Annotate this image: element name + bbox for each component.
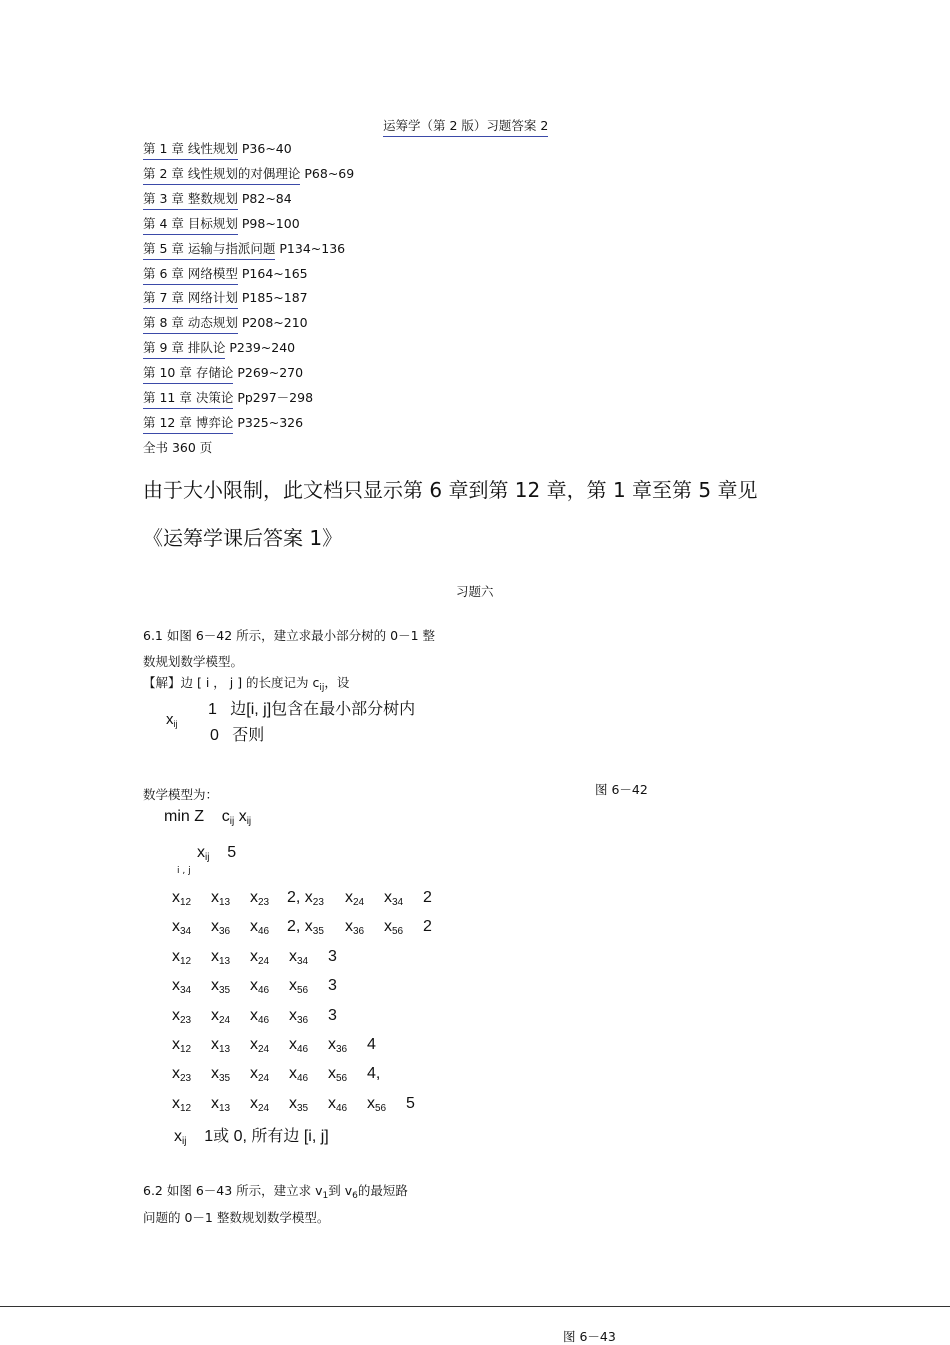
constraint-term: $x_{35}$ xyxy=(289,1094,309,1114)
constraint-term: $x_{35}$ xyxy=(211,1065,231,1085)
constraint-term: $x_{24}$ xyxy=(211,1006,231,1026)
toc-item[interactable] xyxy=(143,388,313,409)
constraint-term: $x_{34}$ xyxy=(289,947,309,967)
toc-item-label[interactable]: 第 10 章 存储论 xyxy=(143,363,233,384)
toc-item[interactable] xyxy=(143,413,303,434)
constraint-term: $x_{35}$ xyxy=(211,977,231,997)
q62-line-2: 问题的 0－1 整数规划数学模型。 xyxy=(143,1210,330,1225)
constraint-rhs: 2 xyxy=(423,918,432,936)
toc-item-pages: P164~165 xyxy=(241,265,308,281)
constraint-term: $x_{36}$ xyxy=(345,918,365,938)
constraint-rhs: 5 xyxy=(406,1094,415,1112)
sum-index: i , j xyxy=(177,866,191,876)
toc-item[interactable] xyxy=(143,139,292,160)
case-one: 1 边[i, j]包含在最小部分树内 xyxy=(208,701,416,718)
toc-item-pages: P185~187 xyxy=(241,290,308,306)
toc-item-pages: P82~84 xyxy=(241,190,292,206)
toc-item-pages: P68~69 xyxy=(304,165,355,181)
constraint-term: $x_{56}$ xyxy=(328,1065,348,1085)
constraint-term: $x_{34}$ xyxy=(172,977,192,997)
toc-item[interactable] xyxy=(143,363,303,384)
constraint-term: $x_{24}$ xyxy=(250,1094,270,1114)
constraint-term: $x_{24}$ xyxy=(345,889,365,908)
constraint-rhs: 4, xyxy=(367,1065,381,1083)
constraint-term: $x_{24}$ xyxy=(250,1036,270,1055)
toc-item-label[interactable]: 第 7 章 网络计划 xyxy=(143,288,238,309)
binary-constraint: $x_{ij}$ 1或 0, 所有边 [i, j] xyxy=(174,1128,329,1147)
toc-item-label[interactable]: 第 11 章 决策论 xyxy=(143,388,233,409)
constraint-mid: 2, $x_{35}$ xyxy=(287,918,324,938)
objective-function: min Z $c_{ij}$ $x_{ij}$ xyxy=(164,808,252,827)
toc-item[interactable] xyxy=(143,189,292,210)
constraint-term: $x_{56}$ xyxy=(289,977,309,997)
constraint-term: $x_{46}$ xyxy=(250,977,270,997)
constraint-rhs: 3 xyxy=(328,947,337,965)
toc-item-label[interactable]: 第 5 章 运输与指派问题 xyxy=(143,239,275,260)
page-header: 运筹学（第 2 版）习题答案 2 xyxy=(383,116,548,137)
toc-item-pages: P36~40 xyxy=(241,141,292,156)
constraint-term: $x_{34}$ xyxy=(172,918,192,938)
constraint-term: $x_{56}$ xyxy=(367,1094,387,1114)
xij-variable: $x_{ij}$ xyxy=(166,711,178,729)
case-zero: 0 否则 xyxy=(210,727,265,744)
toc-item-label[interactable]: 第 6 章 网络模型 xyxy=(143,264,238,285)
constraint-term: $x_{46}$ xyxy=(250,1006,270,1026)
toc-item[interactable] xyxy=(143,313,308,334)
toc-item-label[interactable]: 第 2 章 线性规划的对偶理论 xyxy=(143,164,300,185)
toc-item-pages: P239~240 xyxy=(229,340,296,356)
toc-item-pages: P208~210 xyxy=(241,315,308,331)
constraint-rhs: 4 xyxy=(367,1036,376,1053)
constraint-term: $x_{34}$ xyxy=(384,889,404,908)
toc-item-pages: P98~100 xyxy=(241,215,300,231)
toc-item-label[interactable]: 第 9 章 排队论 xyxy=(143,338,225,359)
toc-item[interactable] xyxy=(143,239,345,260)
constraint-term: $x_{23}$ xyxy=(172,1065,192,1085)
constraint-term: $x_{13}$ xyxy=(211,1094,231,1114)
figure-6-42-label: 图 6－42 xyxy=(595,782,648,797)
toc-item[interactable] xyxy=(143,214,300,235)
q61-line-2: 数规划数学模型。 xyxy=(143,654,244,669)
constraint-rhs: 2 xyxy=(423,889,432,906)
constraint-term: $x_{24}$ xyxy=(250,947,270,967)
toc-item[interactable] xyxy=(143,338,295,359)
constraint-term: $x_{24}$ xyxy=(250,1065,270,1085)
toc-item[interactable] xyxy=(143,264,308,285)
constraint-term: $x_{23}$ xyxy=(250,889,270,908)
section-title: 习题六 xyxy=(456,584,494,599)
figure-6-43-label: 图 6－43 xyxy=(563,1329,616,1344)
total-pages: 全书 360 页 xyxy=(143,440,213,455)
constraint-term: $x_{12}$ xyxy=(172,889,192,908)
toc-item[interactable] xyxy=(143,288,308,309)
toc-item[interactable] xyxy=(143,164,354,185)
constraint-term: $x_{46}$ xyxy=(328,1094,348,1114)
q61-line-1: 6.1 如图 6－42 所示，建立求最小部分树的 0－1 整 xyxy=(143,628,436,643)
constraint-term: $x_{36}$ xyxy=(328,1036,348,1055)
constraint-term: $x_{46}$ xyxy=(289,1036,309,1055)
constraint-term: $x_{46}$ xyxy=(250,918,270,938)
toc-item-pages: P269~270 xyxy=(237,365,304,381)
constraint-term: $x_{13}$ xyxy=(211,889,231,908)
constraint-mid: 2, $x_{23}$ xyxy=(287,889,324,908)
toc-item-label[interactable]: 第 3 章 整数规划 xyxy=(143,189,238,210)
q61-solution: 【解】边 [ i ， j ] 的长度记为 $c_{ij}$，设 xyxy=(143,675,350,693)
constraint-term: $x_{12}$ xyxy=(172,1036,192,1055)
constraint-term: $x_{12}$ xyxy=(172,947,192,967)
constraint-term: $x_{12}$ xyxy=(172,1094,192,1114)
constraint-rhs: 3 xyxy=(328,977,337,995)
notice-line-1: 由于大小限制，此文档只显示第 6 章到第 12 章，第 1 章至第 5 章见 xyxy=(143,478,758,502)
toc-item-pages: P325~326 xyxy=(237,414,304,430)
toc-item-pages: P134~136 xyxy=(279,240,346,256)
toc-item-label[interactable]: 第 1 章 线性规划 xyxy=(143,139,238,160)
toc-item-label[interactable]: 第 12 章 博弈论 xyxy=(143,413,233,434)
notice-line-2: 《运筹学课后答案 1》 xyxy=(143,526,343,550)
sum-constraint: $x_{ij}$ 5 xyxy=(197,844,237,863)
constraint-term: $x_{13}$ xyxy=(211,947,231,967)
toc-item-label[interactable]: 第 8 章 动态规划 xyxy=(143,313,238,334)
constraint-term: $x_{23}$ xyxy=(172,1006,192,1026)
constraint-rhs: 3 xyxy=(328,1006,337,1024)
constraint-term: $x_{56}$ xyxy=(384,918,404,938)
constraint-term: $x_{36}$ xyxy=(289,1006,309,1026)
model-label: 数学模型为： xyxy=(143,787,219,802)
horizontal-rule xyxy=(0,1306,950,1307)
constraint-term: $x_{36}$ xyxy=(211,918,231,938)
constraint-term: $x_{46}$ xyxy=(289,1065,309,1085)
toc-item-pages: Pp297－298 xyxy=(237,390,314,405)
toc-item-label[interactable]: 第 4 章 目标规划 xyxy=(143,214,238,235)
q62-line-1: 6.2 如图 6－43 所示，建立求 $v_1$到 $v_6$的最短路 xyxy=(143,1183,408,1201)
constraint-term: $x_{13}$ xyxy=(211,1036,231,1055)
